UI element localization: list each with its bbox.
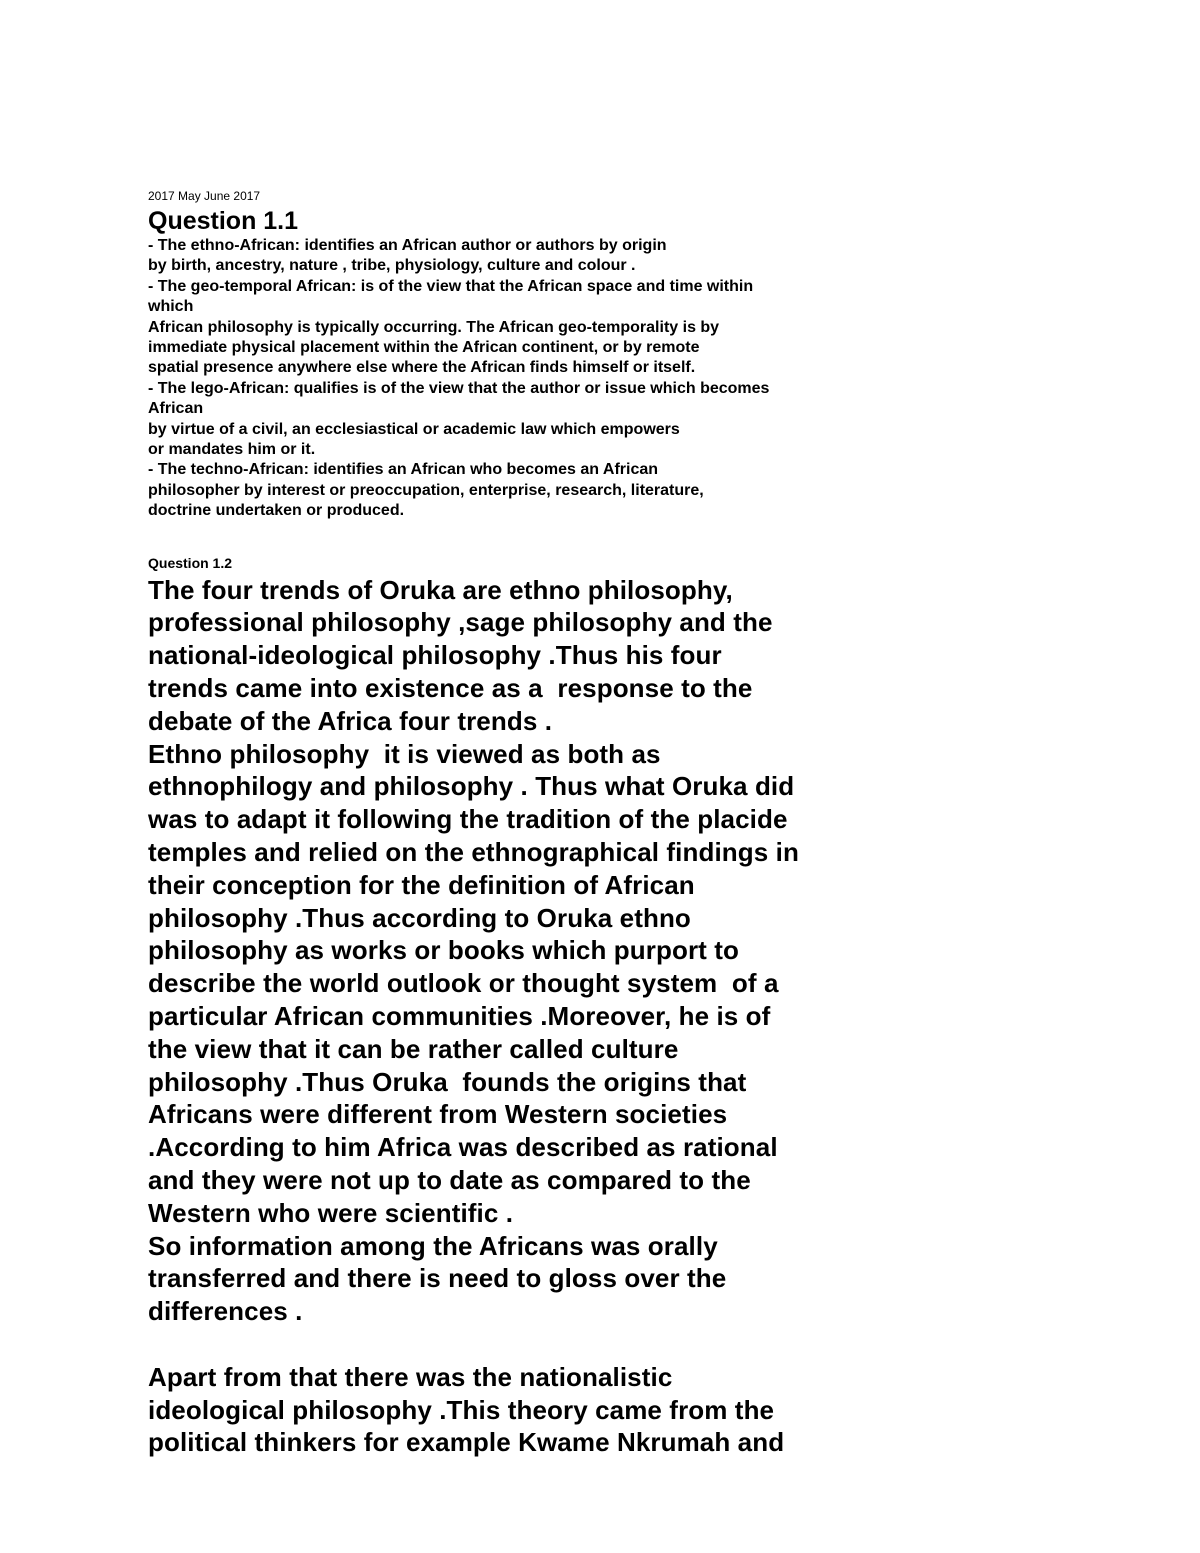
answer-line: .According to him Africa was described as rational — [148, 1132, 778, 1163]
question-1-1-answer — [148, 236, 868, 522]
answer-line: spatial presence anywhere else where the African finds himself or itself. — [148, 359, 696, 377]
answer-line: differences . — [148, 1296, 303, 1327]
answer-line: doctrine undertaken or produced. — [148, 502, 405, 520]
answer-line: The four trends of Oruka are ethno philosophy, — [148, 574, 733, 605]
answer-line: their conception for the definition of African — [148, 869, 695, 900]
answer-line: the view that it can be rather called culture — [148, 1033, 679, 1064]
answer-line: - The ethno-African: identifies an African author or authors by origin — [148, 237, 667, 254]
answer-line: describe the world outlook or thought system of a — [148, 968, 779, 999]
answer-line: philosophy .Thus according to Oruka ethno — [148, 902, 691, 933]
answer-line: ideological philosophy .This theory came from the — [148, 1394, 775, 1425]
answer-line: African philosophy is typically occurring. The African geo-temporality is by — [148, 318, 720, 336]
answer-line: professional philosophy ,sage philosophy and the — [148, 607, 773, 638]
document-date: 2017 May June 2017 — [148, 189, 261, 203]
answer-line: debate of the Africa four trends . — [148, 705, 553, 736]
document-page — [148, 188, 868, 1459]
answer-line: political thinkers for example Kwame Nkrumah and — [148, 1427, 785, 1458]
answer-line: was to adapt it following the tradition of the placide — [148, 804, 788, 835]
answer-line: by birth, ancestry, nature , tribe, physiology, culture and colour . — [148, 257, 636, 275]
answer-line: transferred and there is need to gloss over the — [148, 1263, 727, 1294]
answer-line — [148, 1328, 868, 1361]
answer-line: trends came into existence as a response to the — [148, 673, 753, 704]
answer-line: African — [148, 400, 204, 418]
answer-line: - The lego-African: qualifies is of the view that the author or issue which becomes — [148, 379, 770, 397]
answer-line: which — [148, 298, 194, 316]
answer-line: So information among the Africans was orally — [148, 1230, 718, 1261]
answer-line: by virtue of a civil, an ecclesiastical or academic law which empowers — [148, 420, 680, 438]
question-1-2-label: Question 1.2 — [148, 554, 233, 571]
answer-line: philosopher by interest or preoccupation, enterprise, research, literature, — [148, 481, 704, 499]
answer-line: philosophy .Thus Oruka founds the origins that — [148, 1066, 747, 1097]
answer-line: Apart from that there was the nationalistic — [148, 1361, 673, 1392]
answer-line: Africans were different from Western societies — [148, 1099, 728, 1130]
question-1-1-title: Question 1.1 — [148, 207, 299, 235]
answer-line: ethnophilogy and philosophy . Thus what Oruka did — [148, 771, 795, 802]
answer-line: Ethno philosophy it is viewed as both as — [148, 738, 661, 769]
answer-line: particular African communities .Moreover, he is of — [148, 1001, 771, 1032]
answer-line: and they were not up to date as compared to the — [148, 1165, 751, 1196]
answer-line: Western who were scientific . — [148, 1197, 514, 1228]
answer-line: immediate physical placement within the African continent, or by remote — [148, 339, 700, 357]
answer-line: temples and relied on the ethnographical findings in — [148, 837, 799, 868]
answer-line: national-ideological philosophy .Thus his four — [148, 640, 722, 671]
answer-line: - The techno-African: identifies an African who becomes an African — [148, 461, 659, 479]
answer-line: - The geo-temporal African: is of the view that the African space and time within — [148, 277, 754, 295]
answer-line: or mandates him or it. — [148, 441, 316, 459]
question-1-2-answer — [148, 574, 868, 1460]
answer-line: philosophy as works or books which purport to — [148, 935, 739, 966]
